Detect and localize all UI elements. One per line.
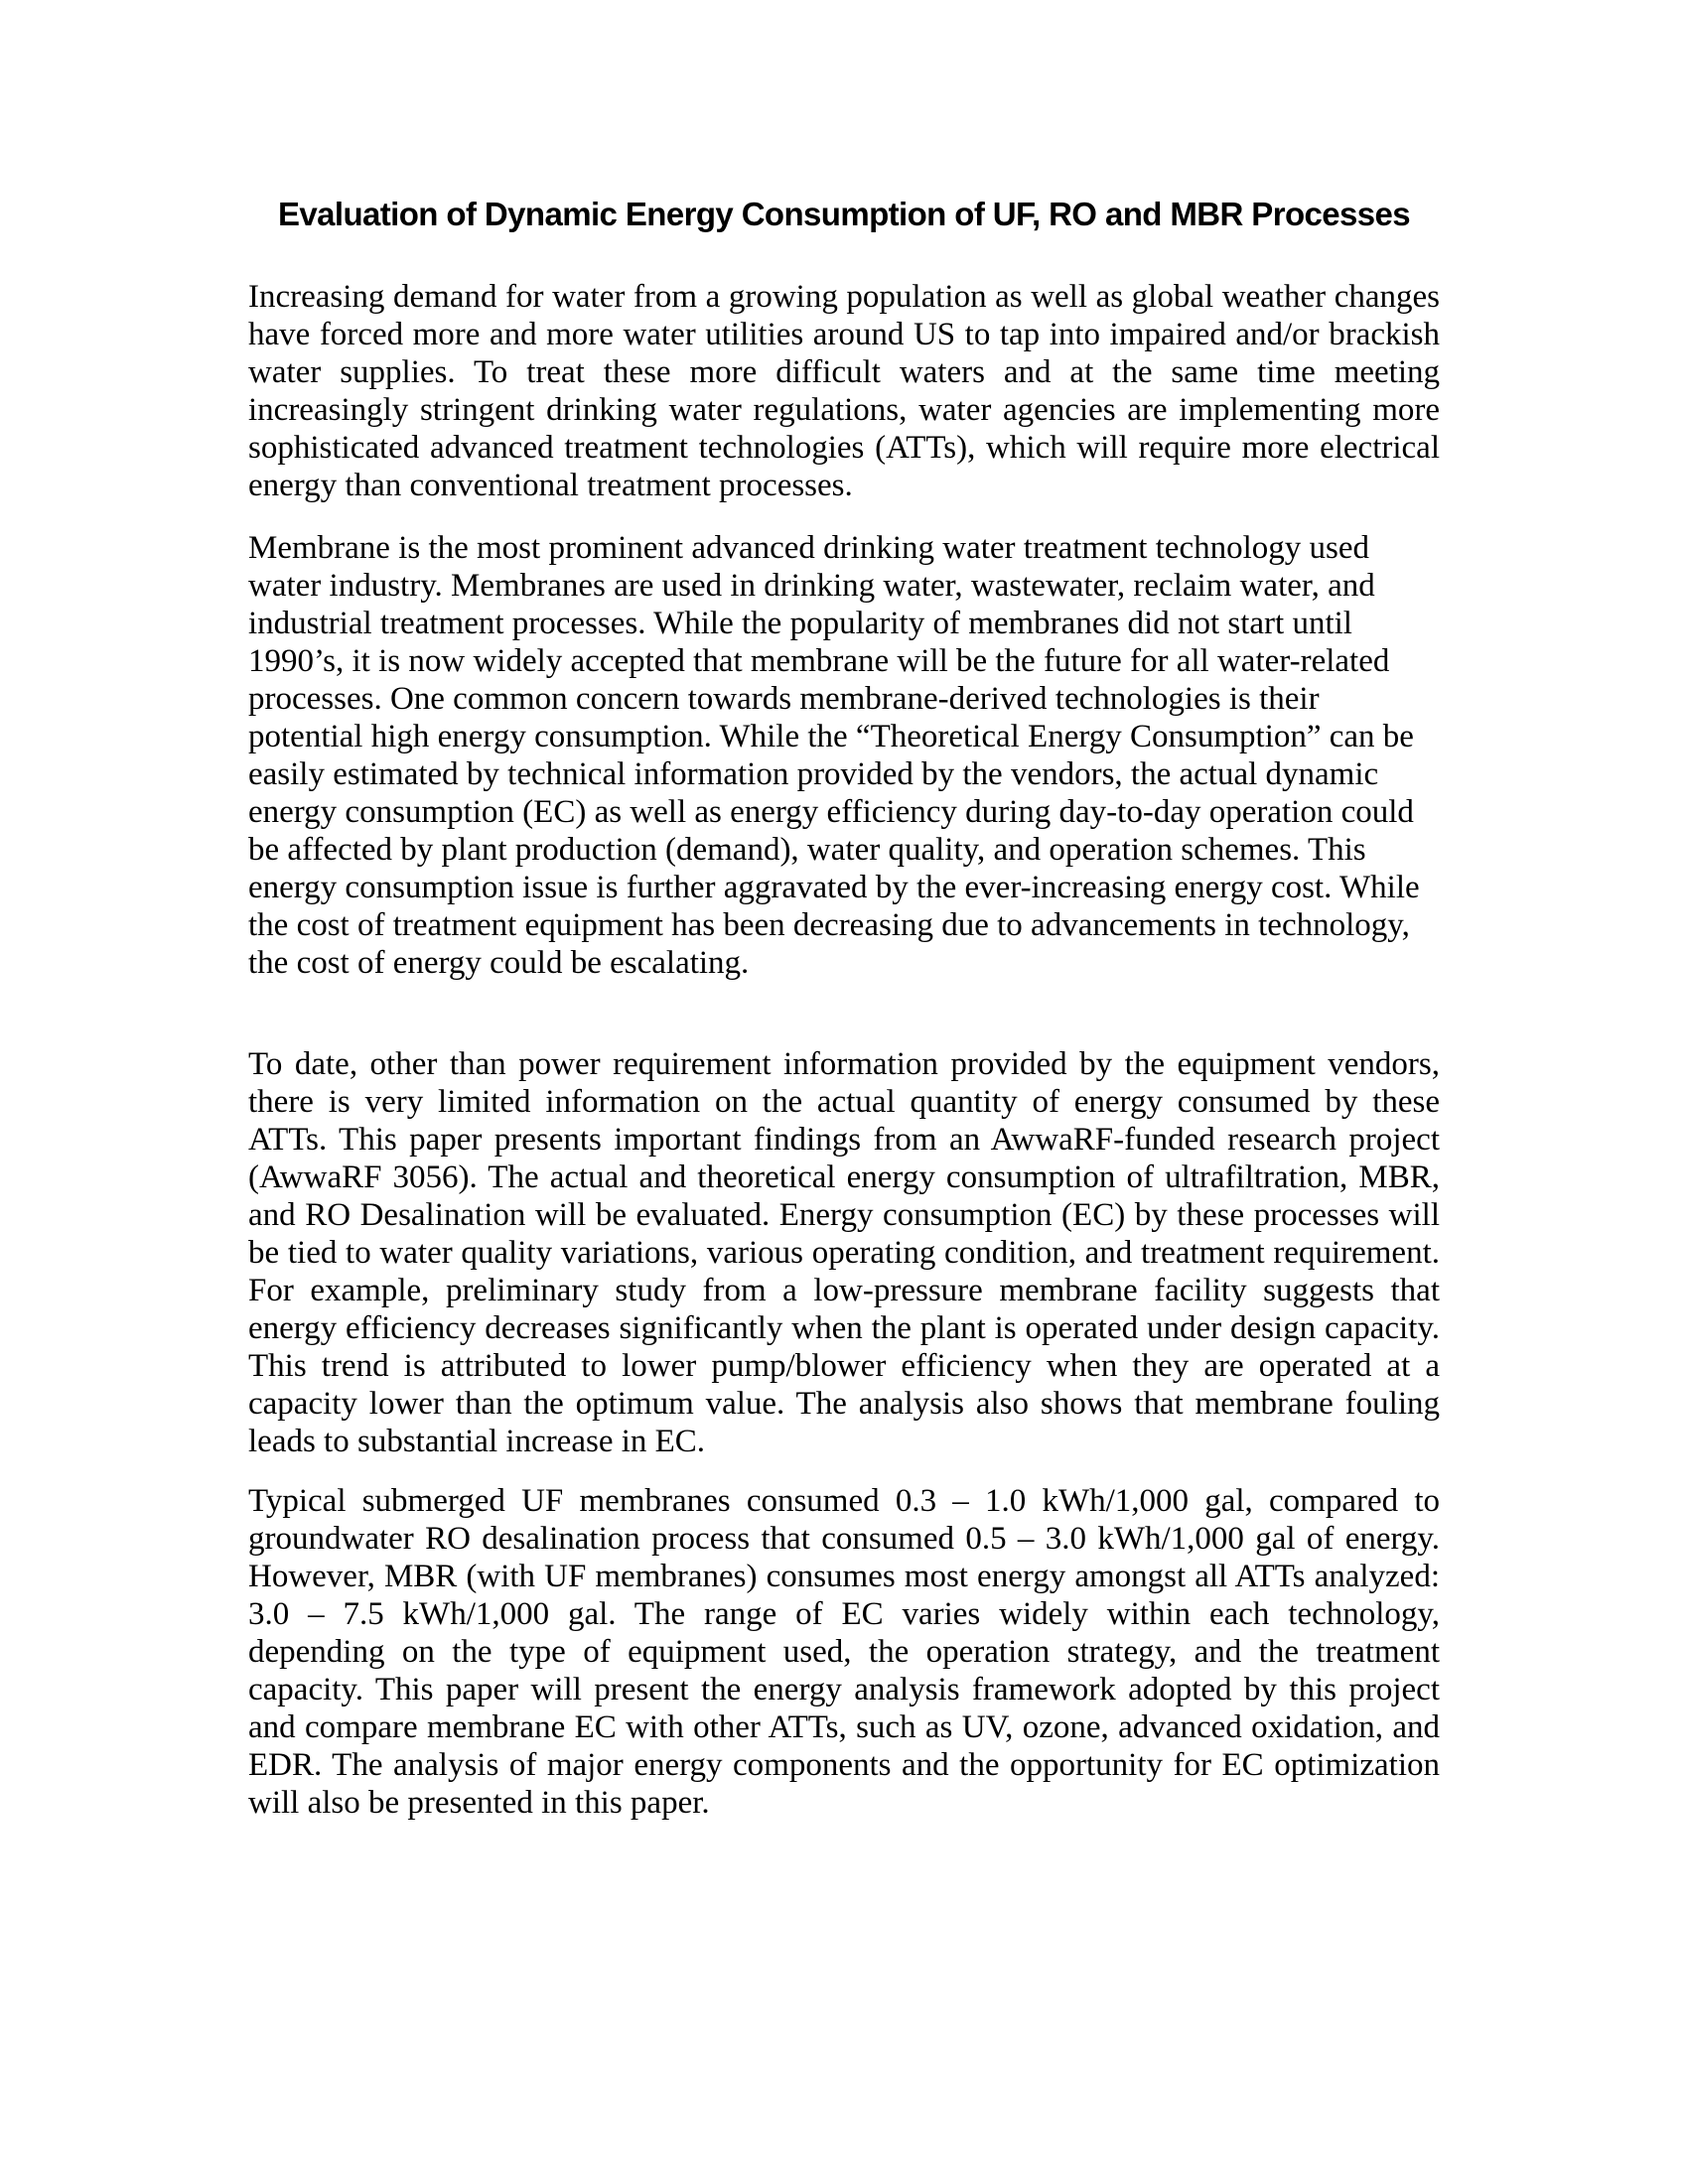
abstract-paragraph-1: Increasing demand for water from a growing population as well as global weather changes have forced more and more water utilities around US to tap into impaired and/or brackish water supplies. To treat these more difficult waters and at the same time meeting increasingly stringent drinking water regulations, water agencies are implementing more sophisticated advanced treatment technologies (ATTs), which will require more electrical energy than conventional treatment processes. xyxy=(248,279,1440,503)
paper-title: Evaluation of Dynamic Energy Consumption of UF, RO and MBR Processes xyxy=(277,196,1411,232)
abstract-content xyxy=(248,195,1440,1822)
abstract-paragraph-2: Membrane is the most prominent advanced drinking water treatment technology used water industry. Membranes are used in drinking water, wastewater, reclaim water, and industrial treatment processes. While the popularity of membranes did not start until 1990’s, it is now widely accepted that membrane will be the future for all water-related processes. One common concern towards membrane-derived technologies is their potential high energy consumption. While the “Theoretical Energy Consumption” can be easily estimated by technical information provided by the vendors, the actual dynamic energy consumption (EC) as well as energy efficiency during day-to-day operation could be affected by plant production (demand), water quality, and operation schemes. This energy consumption issue is further aggravated by the ever-increasing energy cost. While the cost of treatment equipment has been decreasing due to advancements in technology, the cost of energy could be escalating. xyxy=(248,530,1420,981)
abstract-paragraph-4: Typical submerged UF membranes consumed 0.3 – 1.0 kWh/1,000 gal, compared to groundwater RO desalination process that consumed 0.5 – 3.0 kWh/1,000 gal of energy. However, MBR (with UF membranes) consumes most energy amongst all ATTs analyzed: 3.0 – 7.5 kWh/1,000 gal. The range of EC varies widely within each technology, depending on the type of equipment used, the operation strategy, and the treatment capacity. This paper will present the energy analysis framework adopted by this project and compare membrane EC with other ATTs, such as UV, ozone, advanced oxidation, and EDR. The analysis of major energy components and the opportunity for EC optimization will also be presented in this paper. xyxy=(248,1483,1440,1821)
abstract-paragraph-3: To date, other than power requirement information provided by the equipment vendors, there is very limited information on the actual quantity of energy consumed by these ATTs. This paper presents important findings from an AwwaRF-funded research project (AwwaRF 3056). The actual and theoretical energy consumption of ultrafiltration, MBR, and RO Desalination will be evaluated. Energy consumption (EC) by these processes will be tied to water quality variations, various operating condition, and treatment requirement. For example, preliminary study from a low-pressure membrane facility suggests that energy efficiency decreases significantly when the plant is operated under design capacity. This trend is attributed to lower pump/blower efficiency when they are operated at a capacity lower than the optimum value. The analysis also shows that membrane fouling leads to substantial increase in EC. xyxy=(248,1046,1440,1459)
